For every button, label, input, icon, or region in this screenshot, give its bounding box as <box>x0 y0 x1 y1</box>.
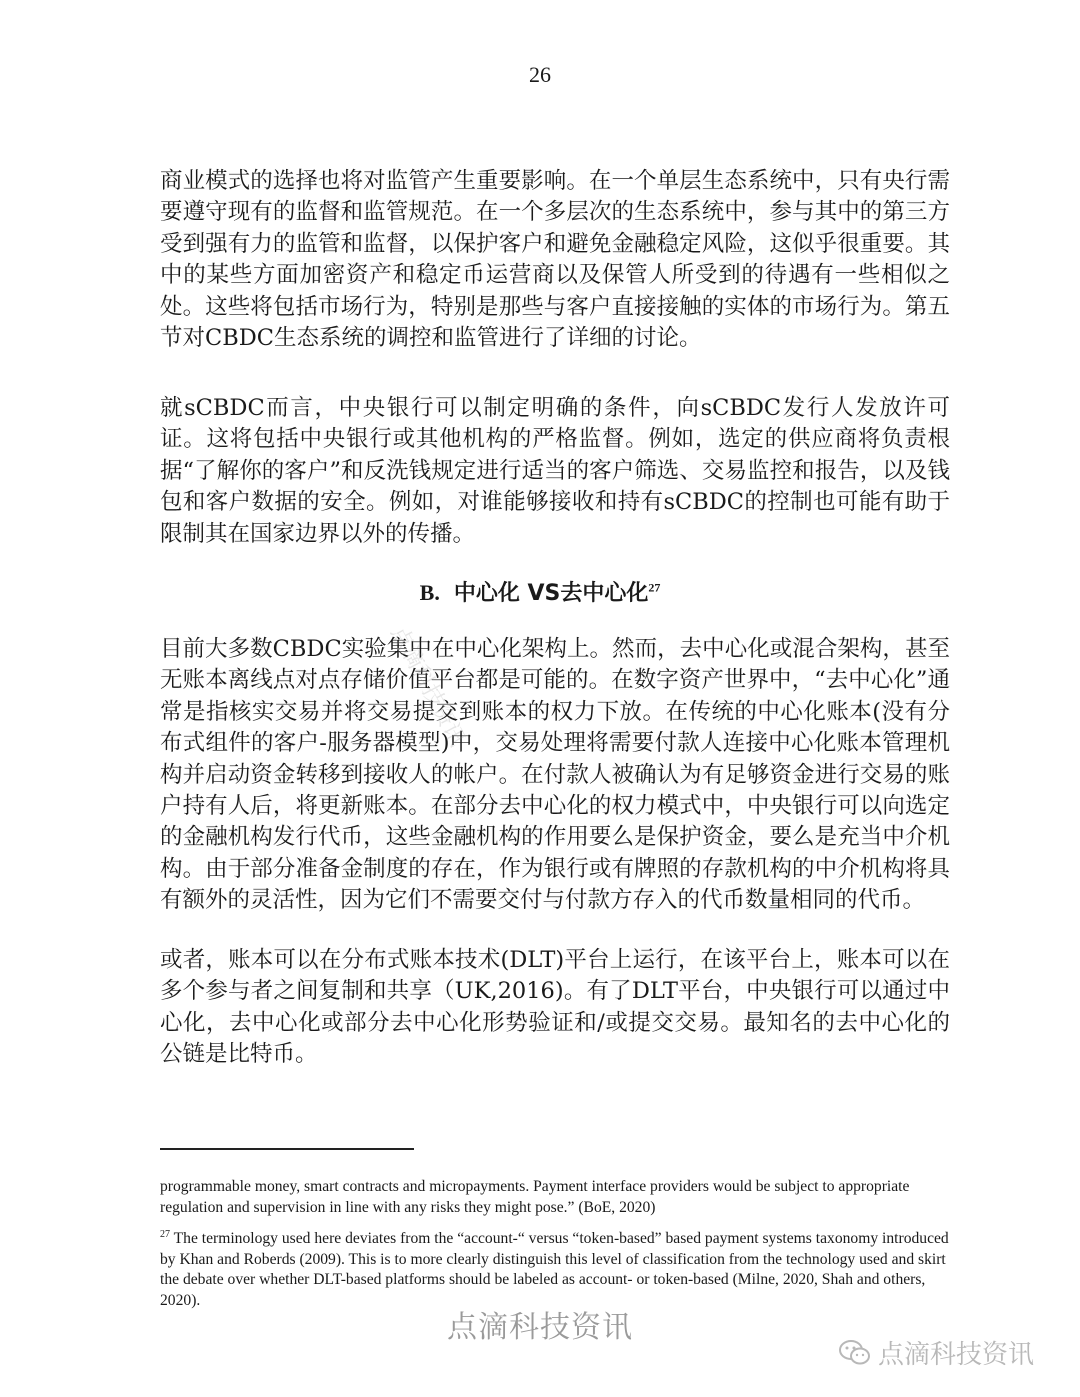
page-number: 26 <box>529 62 551 87</box>
footnote-27-text: The terminology used here deviates from the “account-“ versus “token-based” based payment systems taxonomy introduced by Khan and Roberds (2009). This is to more clearly distinguish this level of classification from the technology used and skirt the debate over whether DLT-based platforms should be labeled as account- or token-based (Milne, 2020, Shah and others, 2020). <box>160 1230 949 1309</box>
paragraph-business-model: 商业模式的选择也将对监管产生重要影响。在一个单层生态系统中，只有央行需要遵守现有的监督和监管规范。在一个多层次的生态系统中，参与其中的第三方受到强有力的监管和监督，以保护客户和避免金融稳定风险，这似乎很重要。其中的某些方面加密资产和稳定币运营商以及保管人所受到的待遇有一些相似之处。这些将包括市场行为，特别是那些与客户直接接触的实体的市场行为。第五节对CBDC生态系统的调控和监管进行了详细的讨论。 <box>160 168 950 352</box>
section-title: 中心化 VS去中心化 <box>453 581 649 606</box>
watermark-bottom-right <box>838 1334 1034 1371</box>
wechat-icon <box>838 1338 872 1368</box>
paragraph-scbdc-licensing: 就sCBDC而言，中央银行可以制定明确的条件，向sCBDC发行人发放许可证。这将包括中央银行或其他机构的严格监督。例如，选定的供应商将负责根据“了解你的客户”和反洗钱规定进行适当的客户筛选、交易监控和报告，以及钱包和客户数据的安全。例如，对谁能够接收和持有sCBDC的控制也可能有助于限制其在国家边界以外的传播。 <box>160 395 950 547</box>
footnote-divider <box>160 1148 414 1150</box>
paragraph-dlt: 或者，账本可以在分布式账本技术(DLT)平台上运行，在该平台上，账本可以在多个参与者之间复制和共享（UK,2016)。有了DLT平台，中央银行可以通过中心化，去中心化或部分去中心化形势验证和/或提交交易。最知名的去中心化的公链是比特币。 <box>160 947 950 1068</box>
watermark-bottom-right-text: 点滴科技资讯 <box>878 1340 1035 1370</box>
footnote-27-mark: 27 <box>160 1228 170 1240</box>
diagonal-watermark: 点滴科技资讯 <box>385 622 470 751</box>
footnote-27 <box>160 1229 960 1311</box>
footnote-reference: 27 <box>648 580 661 595</box>
section-letter: B. <box>419 580 440 605</box>
footnote-continued: programmable money, smart contracts and micropayments. Payment interface providers would be subject to appropriate regulation and supervision in line with any risks they might pose.” (BoE, 2020) <box>160 1178 910 1216</box>
section-heading <box>0 576 1080 607</box>
paragraph-centralization: 目前大多数CBDC实验集中在中心化架构上。然而，去中心化或混合架构，甚至无账本离线点对点存储价值平台都是可能的。在数字资产世界中，“去中心化”通常是指核实交易并将交易提交到账本的权力下放。在传统的中心化账本(没有分布式组件的客户-服务器模型)中，交易处理将需要付款人连接中心化账本管理机构并启动资金转移到接收人的帐户。在付款人被确认为有足够资金进行交易的账户持有人后，将更新账本。在部分去中心化的权力模式中，中央银行可以向选定的金融机构发行代币，这些金融机构的作用要么是保护资金，要么是充当中介机构。由于部分准备金制度的存在，作为银行或有牌照的存款机构的中介机构将具有额外的灵活性，因为它们不需要交付与付款方存入的代币数量相同的代币。 <box>160 636 950 914</box>
watermark-bottom-center: 点滴科技资讯 <box>447 1310 633 1345</box>
